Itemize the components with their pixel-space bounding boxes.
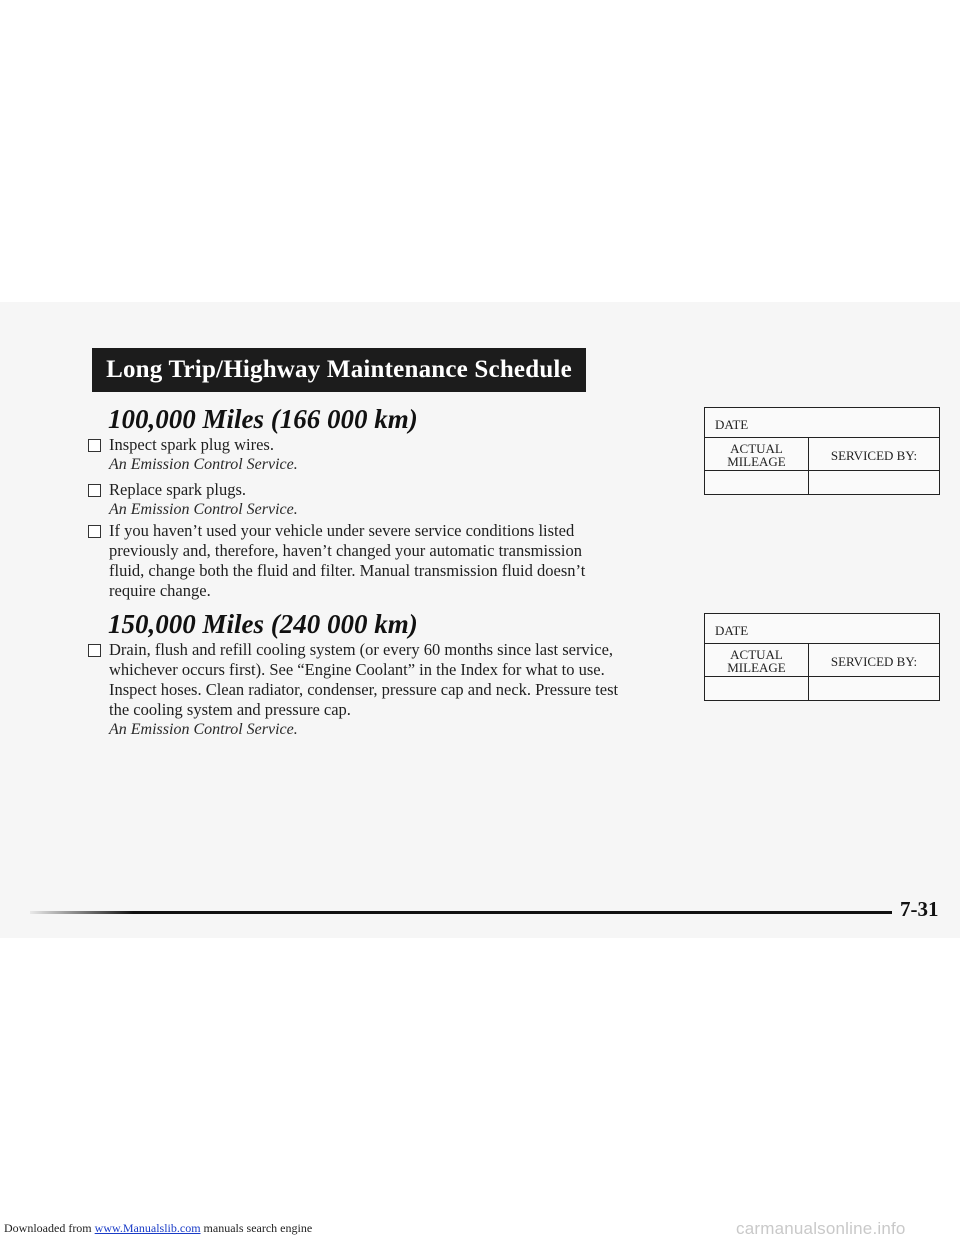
item-text: Replace spark plugs.: [109, 480, 247, 499]
mileage-label-line1: ACTUAL: [730, 441, 783, 456]
record-mileage-cell[interactable]: [705, 438, 809, 471]
item-text-line: Inspect hoses. Clean radiator, condenser, pressure cap and neck. Pressure test: [109, 680, 619, 699]
download-suffix: manuals search engine: [200, 1221, 313, 1235]
item-text-line: Drain, flush and refill cooling system (or every 60 months since last service,: [109, 640, 614, 659]
record-mileage-entry[interactable]: [705, 471, 809, 494]
section-title-100000: 100,000 Miles (166 000 km): [108, 404, 418, 434]
item-text-line: the cooling system and pressure cap.: [109, 700, 351, 719]
record-serviced-by-cell[interactable]: SERVICED BY:: [809, 438, 939, 471]
mileage-label-line2: MILEAGE: [727, 454, 786, 469]
item-text-line: whichever occurs first). See “Engine Coolant” in the Index for what to use.: [109, 660, 605, 679]
page-header-title: Long Trip/Highway Maintenance Schedule: [106, 356, 572, 383]
item-text: Inspect spark plug wires.: [109, 435, 274, 454]
service-record-box-100000: [704, 407, 940, 495]
download-notice: [4, 1221, 312, 1236]
record-date-cell[interactable]: DATE: [705, 614, 939, 644]
record-mileage-cell[interactable]: [705, 644, 809, 677]
checkbox-icon[interactable]: [88, 439, 101, 452]
item-note: An Emission Control Service.: [109, 721, 298, 738]
mileage-label-line1: ACTUAL: [730, 647, 783, 662]
manualslib-link[interactable]: www.Manualslib.com: [94, 1221, 201, 1235]
checklist-item-spark-plugs: [88, 480, 688, 520]
download-prefix: Downloaded from: [4, 1221, 95, 1235]
mileage-label-line2: MILEAGE: [727, 660, 786, 675]
checklist-item-spark-plug-wires: [88, 435, 688, 475]
checkbox-icon[interactable]: [88, 525, 101, 538]
item-text-line: require change.: [109, 581, 211, 600]
service-record-box-150000: [704, 613, 940, 701]
record-date-cell[interactable]: DATE: [705, 408, 939, 438]
item-text-line: fluid, change both the fluid and filter. Manual transmission fluid doesn’t: [109, 561, 586, 580]
record-serviced-entry[interactable]: [809, 471, 939, 494]
record-serviced-entry[interactable]: [809, 677, 939, 700]
page-header-bar: [92, 348, 586, 392]
item-text-line: previously and, therefore, haven’t changed your automatic transmission: [109, 541, 583, 560]
watermark-text: carmanualsonline.info: [736, 1219, 906, 1238]
item-note: An Emission Control Service.: [109, 501, 298, 518]
page-number: 7-31: [900, 897, 939, 921]
checkbox-icon[interactable]: [88, 644, 101, 657]
item-text-line: If you haven’t used your vehicle under severe service conditions listed: [109, 521, 575, 540]
checkbox-icon[interactable]: [88, 484, 101, 497]
section-title-150000: 150,000 Miles (240 000 km): [108, 609, 418, 639]
record-mileage-entry[interactable]: [705, 677, 809, 700]
footer-rule: [30, 911, 892, 914]
record-serviced-by-cell[interactable]: SERVICED BY:: [809, 644, 939, 677]
checklist-item-cooling-system: [88, 640, 688, 740]
item-note: An Emission Control Service.: [109, 456, 298, 473]
checklist-item-transmission-fluid: [88, 521, 688, 601]
